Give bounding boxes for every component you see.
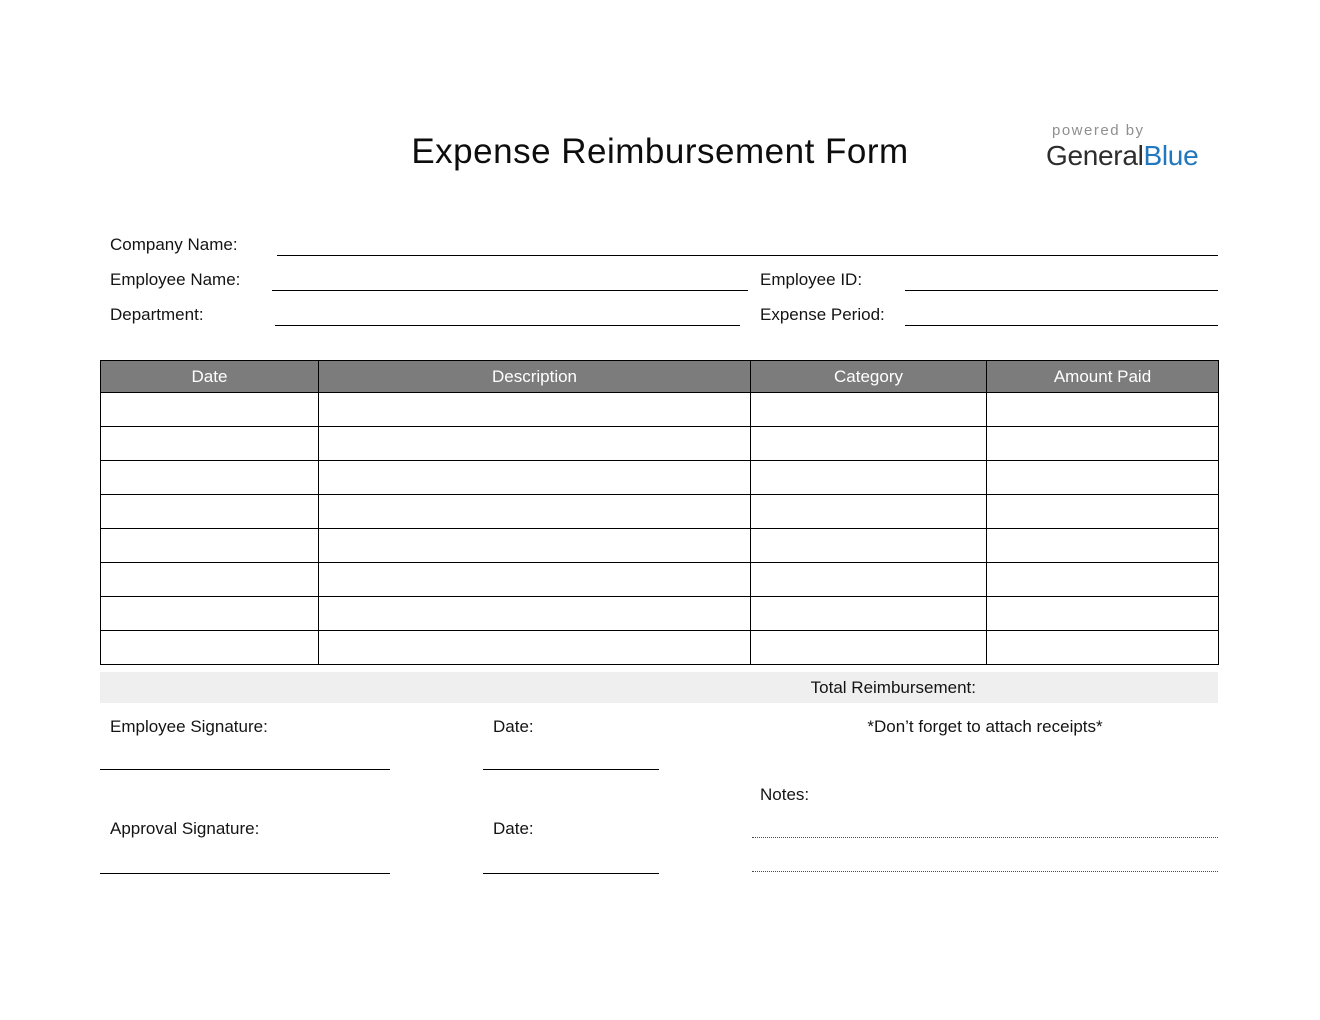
employee-name-input[interactable] <box>272 290 748 291</box>
expense-table <box>100 360 1219 665</box>
expense-cell[interactable] <box>987 461 1219 495</box>
expense-cell[interactable] <box>319 529 751 563</box>
column-header-category: Category <box>751 361 987 393</box>
employee-date-label: Date: <box>493 717 534 736</box>
expense-row <box>101 393 1219 427</box>
expense-period-input[interactable] <box>905 325 1218 326</box>
expense-cell[interactable] <box>101 529 319 563</box>
expense-row <box>101 495 1219 529</box>
expense-cell[interactable] <box>319 461 751 495</box>
expense-cell[interactable] <box>101 427 319 461</box>
expense-cell[interactable] <box>101 393 319 427</box>
expense-cell[interactable] <box>987 427 1219 461</box>
expense-cell[interactable] <box>101 495 319 529</box>
department-label: Department: <box>110 305 204 324</box>
approval-date-label: Date: <box>493 819 534 838</box>
expense-row <box>101 529 1219 563</box>
expense-cell[interactable] <box>101 563 319 597</box>
notes-line-1[interactable] <box>752 837 1218 838</box>
expense-row <box>101 461 1219 495</box>
powered-by-text: powered by <box>1052 122 1145 139</box>
employee-id-label: Employee ID: <box>760 270 863 289</box>
expense-cell[interactable] <box>987 393 1219 427</box>
expense-cell[interactable] <box>987 495 1219 529</box>
table-header-row <box>101 361 1219 393</box>
total-reimbursement-label: Total Reimbursement: <box>810 678 976 697</box>
general-blue-logo <box>1046 140 1210 172</box>
total-reimbursement-value[interactable] <box>986 672 1218 703</box>
expense-cell[interactable] <box>987 631 1219 665</box>
notes-line-2[interactable] <box>752 871 1218 872</box>
expense-cell[interactable] <box>101 631 319 665</box>
company-name-label: Company Name: <box>110 235 238 254</box>
approval-signature-line[interactable] <box>100 873 390 874</box>
logo-word-blue: Blue <box>1143 140 1199 171</box>
expense-cell[interactable] <box>319 563 751 597</box>
expense-row <box>101 631 1219 665</box>
expense-cell[interactable] <box>101 461 319 495</box>
employee-id-input[interactable] <box>905 290 1218 291</box>
expense-table-body <box>101 393 1219 665</box>
employee-name-label: Employee Name: <box>110 270 241 289</box>
expense-cell[interactable] <box>101 597 319 631</box>
expense-cell[interactable] <box>987 597 1219 631</box>
company-name-input[interactable] <box>277 255 1218 256</box>
expense-cell[interactable] <box>751 597 987 631</box>
employee-signature-label: Employee Signature: <box>110 717 268 736</box>
logo-word-general: General <box>1046 140 1144 171</box>
expense-cell[interactable] <box>751 495 987 529</box>
expense-cell[interactable] <box>751 461 987 495</box>
expense-cell[interactable] <box>319 495 751 529</box>
column-header-amount-paid: Amount Paid <box>987 361 1219 393</box>
expense-cell[interactable] <box>319 631 751 665</box>
expense-cell[interactable] <box>987 563 1219 597</box>
column-header-description: Description <box>319 361 751 393</box>
expense-cell[interactable] <box>751 529 987 563</box>
expense-cell[interactable] <box>751 631 987 665</box>
approval-signature-label: Approval Signature: <box>110 819 260 838</box>
expense-period-label: Expense Period: <box>760 305 885 324</box>
attach-receipts-note: *Don’t forget to attach receipts* <box>867 717 1103 736</box>
notes-label: Notes: <box>760 785 810 804</box>
expense-cell[interactable] <box>751 427 987 461</box>
expense-cell[interactable] <box>751 563 987 597</box>
column-header-date: Date <box>101 361 319 393</box>
page-title: Expense Reimbursement Form <box>411 132 909 171</box>
total-reimbursement-row <box>100 672 1218 703</box>
expense-row <box>101 597 1219 631</box>
expense-cell[interactable] <box>319 393 751 427</box>
approval-date-line[interactable] <box>483 873 659 874</box>
employee-date-line[interactable] <box>483 769 659 770</box>
expense-cell[interactable] <box>319 427 751 461</box>
department-input[interactable] <box>275 325 740 326</box>
employee-signature-line[interactable] <box>100 769 390 770</box>
expense-cell[interactable] <box>987 529 1219 563</box>
expense-cell[interactable] <box>751 393 987 427</box>
expense-row <box>101 427 1219 461</box>
expense-cell[interactable] <box>319 597 751 631</box>
expense-row <box>101 563 1219 597</box>
